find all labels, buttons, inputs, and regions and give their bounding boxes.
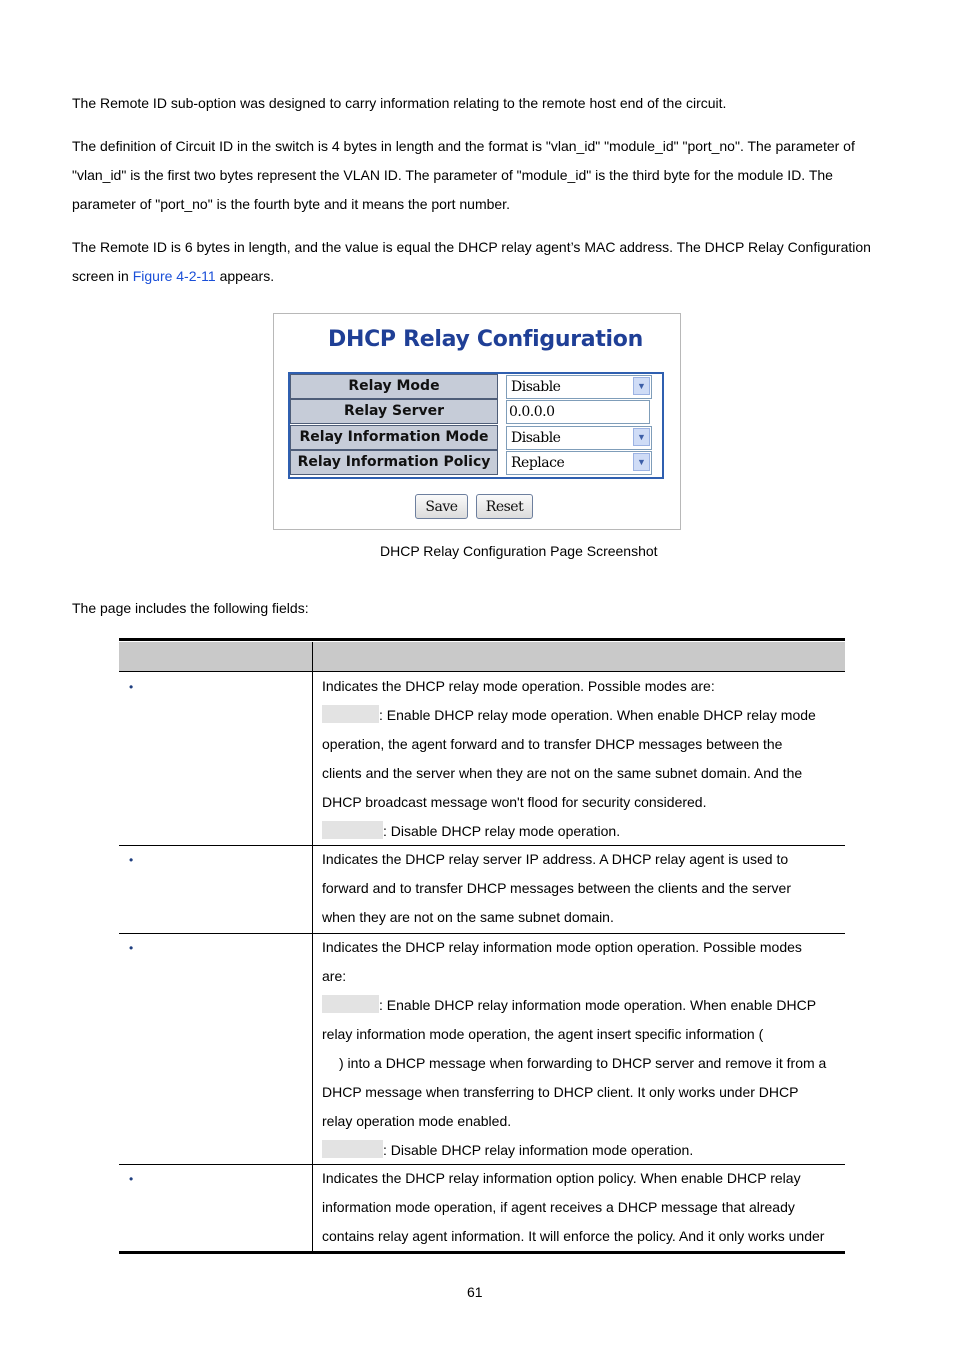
row-relay-information-policy [290,450,662,475]
row-relay-server [290,399,662,424]
table-header-row [119,642,845,672]
relay-information-mode-value: Disable [511,430,561,446]
table-line [322,701,842,730]
chevron-down-icon[interactable]: ▼ [633,377,650,395]
table-line: DHCP broadcast message won't flood for security considered. [322,794,707,810]
table-top-rule [119,638,845,641]
figure-caption: DHCP Relay Configuration Page Screenshot [380,543,658,559]
table-line: relay operation mode enabled. [322,1113,512,1129]
relay-mode-value: Disable [511,379,561,395]
table-line-text: : Enable DHCP relay mode operation. When enable DHCP relay mode [379,707,816,723]
chevron-down-icon[interactable]: ▼ [633,453,650,471]
bullet-icon: • [129,1172,134,1186]
dhcp-relay-screenshot [273,313,681,530]
relay-mode-select[interactable] [506,375,652,399]
remote-id-text: The Remote ID is 6 bytes in length, and the value is equal the DHCP relay agent’s MAC address. The DHCP Relay Configuration screen in [72,239,871,284]
table-line: Indicates the DHCP relay information option policy. When enable DHCP relay [322,1170,801,1186]
remote-id-paragraph [72,233,887,291]
bullet-icon: • [129,853,134,867]
table-line: information mode operation, if agent receives a DHCP message that already [322,1199,795,1215]
table-line-text: : Disable DHCP relay information mode operation. [383,1142,694,1158]
bullet-icon: • [129,680,134,694]
table-line [322,817,842,846]
row-relay-mode [290,374,662,399]
table-line-text: : Enable DHCP relay information mode operation. When enable DHCP [379,997,817,1013]
table-line [322,991,842,1020]
relay-information-mode-label: Relay Information Mode [290,425,498,450]
relay-information-mode-description [322,933,842,1165]
table-line: are: [322,968,347,984]
table-line: when they are not on the same subnet domain. [322,909,614,925]
table-line: ) into a DHCP message when forwarding to DHCP server and remove it from a [339,1055,827,1071]
table-line [322,1136,842,1165]
chevron-down-icon[interactable]: ▼ [633,428,650,446]
save-button[interactable]: Save [415,494,468,519]
relay-information-policy-value: Replace [511,455,565,471]
header-divider [312,642,313,671]
table-line-text: : Disable DHCP relay mode operation. [383,823,621,839]
table-line: DHCP message when transferring to DHCP client. It only works under DHCP [322,1084,799,1100]
figure-link[interactable]: Figure 4-2-11 [132,268,216,284]
value-highlight [322,995,379,1013]
relay-mode-label: Relay Mode [290,374,498,399]
table-line: contains relay agent information. It will enforce the policy. And it only works under [322,1228,825,1244]
table-line: forward and to transfer DHCP messages between the clients and the server [322,880,791,896]
relay-information-mode-select[interactable] [506,426,652,450]
relay-mode-description [322,672,842,846]
relay-information-policy-description [322,1164,842,1251]
relay-information-policy-select[interactable] [506,451,652,475]
relay-information-policy-label: Relay Information Policy [290,450,498,475]
circuit-id-paragraph: The definition of Circuit ID in the switch is 4 bytes in length and the format is "vlan_id" "module_id" "port_no". The parameter of "vlan_id" is the first two bytes represent the VLAN ID. The parameter of "module_id" is the third byte for the module ID. The parameter of "port_no" is the fourth byte and it means the port number. [72,138,855,212]
column-divider [312,672,313,1252]
config-title: DHCP Relay Configuration [328,327,643,352]
fields-intro: The page includes the following fields: [72,600,309,616]
intro-paragraph: The Remote ID sub-option was designed to carry information relating to the remote host end of the circuit. [72,95,727,111]
page-number: 61 [467,1284,483,1300]
table-line: operation, the agent forward and to transfer DHCP messages between the [322,736,783,752]
row-relay-information-mode [290,425,662,450]
relay-server-description [322,845,842,932]
value-highlight [322,1140,383,1158]
table-line: relay information mode operation, the agent insert specific information ( [322,1026,764,1042]
table-line: Indicates the DHCP relay mode operation. Possible modes are: [322,678,715,694]
bullet-icon: • [129,941,134,955]
value-highlight [322,705,379,723]
value-highlight [322,821,383,839]
table-line: Indicates the DHCP relay server IP address. A DHCP relay agent is used to [322,851,789,867]
table-bottom-rule [119,1251,845,1254]
reset-button[interactable]: Reset [476,494,533,519]
relay-server-input[interactable] [506,400,650,424]
relay-server-label: Relay Server [290,399,498,424]
table-line: Indicates the DHCP relay information mode option operation. Possible modes [322,939,802,955]
relay-config-table [288,372,664,479]
table-line: clients and the server when they are not on the same subnet domain. And the [322,765,803,781]
remote-id-text-end: appears. [215,268,275,284]
